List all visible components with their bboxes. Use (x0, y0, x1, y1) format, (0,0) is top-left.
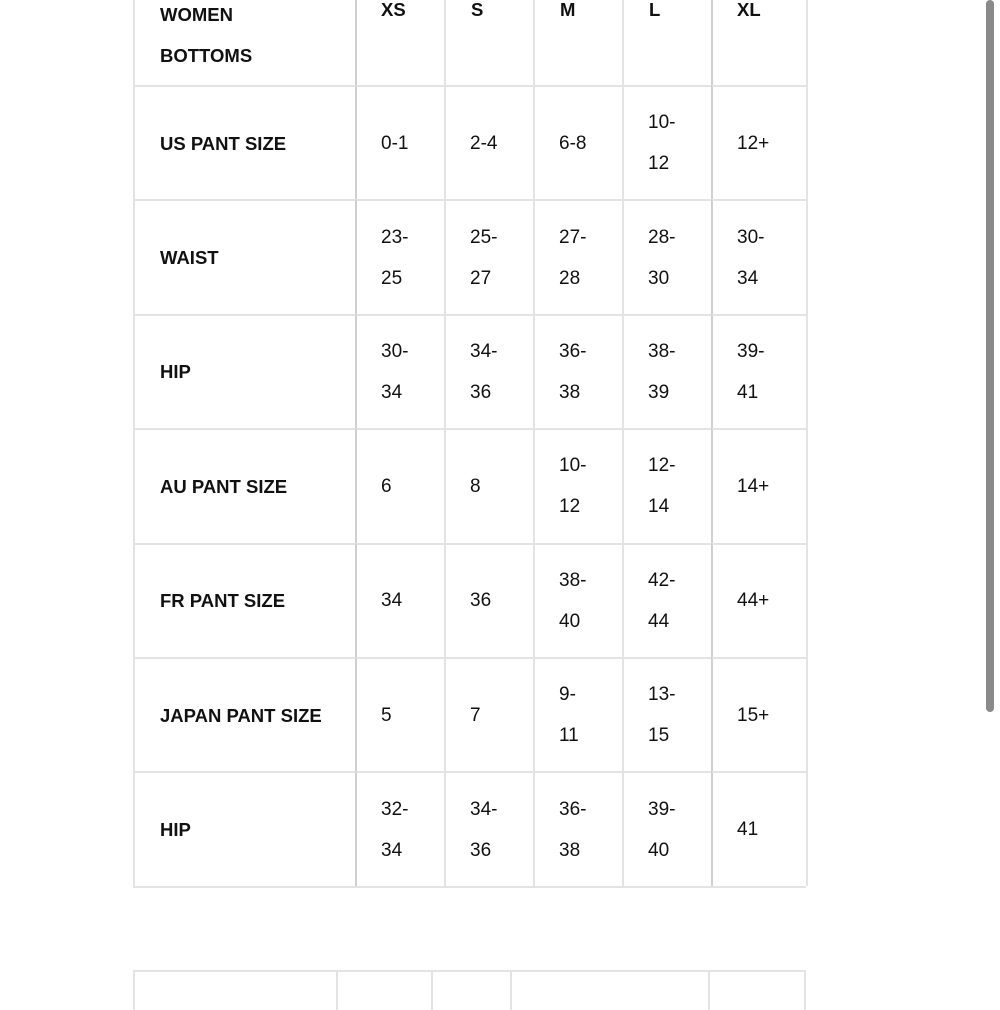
table-cell: 12+ (711, 85, 808, 199)
table-cell: 12- 14 (624, 428, 713, 542)
table-cell: 34- 36 (446, 771, 535, 885)
table-cell: 15+ (711, 657, 808, 771)
table-cell: 38- 39 (624, 314, 713, 428)
table-cell: 39- 40 (624, 771, 713, 885)
size-column-header: L (624, 0, 713, 85)
table-cell (710, 972, 806, 1010)
table-cell (135, 972, 338, 1010)
table-cell: 10- 12 (624, 85, 713, 199)
table-cell: 39- 41 (711, 314, 808, 428)
table-cell: 13- 15 (624, 657, 713, 771)
table-cell: 36 (446, 543, 535, 657)
table-cell (338, 972, 433, 1010)
size-column-header: XS (355, 0, 446, 85)
table-cell: 28- 30 (624, 199, 713, 313)
table-cell (433, 972, 512, 1010)
table-cell (512, 972, 710, 1010)
table-cell: 8 (446, 428, 535, 542)
table-cell: 38- 40 (535, 543, 624, 657)
table-cell: 6-8 (535, 85, 624, 199)
table-cell: 0-1 (355, 85, 446, 199)
table-cell: 30- 34 (711, 199, 808, 313)
table-cell: 14+ (711, 428, 808, 542)
table-cell: 2-4 (446, 85, 535, 199)
row-label: AU PANT SIZE (135, 428, 357, 542)
row-label: WAIST (135, 199, 357, 313)
table-cell: 23- 25 (355, 199, 446, 313)
table-cell: 9- 11 (535, 657, 624, 771)
table-cell: 36- 38 (535, 771, 624, 885)
table-cell: 25- 27 (446, 199, 535, 313)
table-cell: 30- 34 (355, 314, 446, 428)
table-cell: 34 (355, 543, 446, 657)
table-cell: 34- 36 (446, 314, 535, 428)
size-chart-table (133, 0, 806, 888)
table-cell: 27- 28 (535, 199, 624, 313)
row-label: JAPAN PANT SIZE (135, 657, 357, 771)
next-size-chart-table (133, 970, 806, 1010)
size-column-header: XL (711, 0, 808, 85)
table-cell: 41 (711, 771, 808, 885)
size-column-header: S (446, 0, 535, 85)
row-label: HIP (135, 314, 357, 428)
row-label: FR PANT SIZE (135, 543, 357, 657)
row-label: US PANT SIZE (135, 85, 357, 199)
table-cell: 36- 38 (535, 314, 624, 428)
row-label: HIP (135, 771, 357, 885)
table-header-title: WOMEN BOTTOMS (135, 0, 357, 85)
table-cell: 5 (355, 657, 446, 771)
vertical-scrollbar[interactable] (986, 0, 994, 712)
table-cell: 32- 34 (355, 771, 446, 885)
table-cell: 7 (446, 657, 535, 771)
table-cell: 44+ (711, 543, 808, 657)
table-cell: 42- 44 (624, 543, 713, 657)
table-cell: 10- 12 (535, 428, 624, 542)
table-cell: 6 (355, 428, 446, 542)
size-column-header: M (535, 0, 624, 85)
